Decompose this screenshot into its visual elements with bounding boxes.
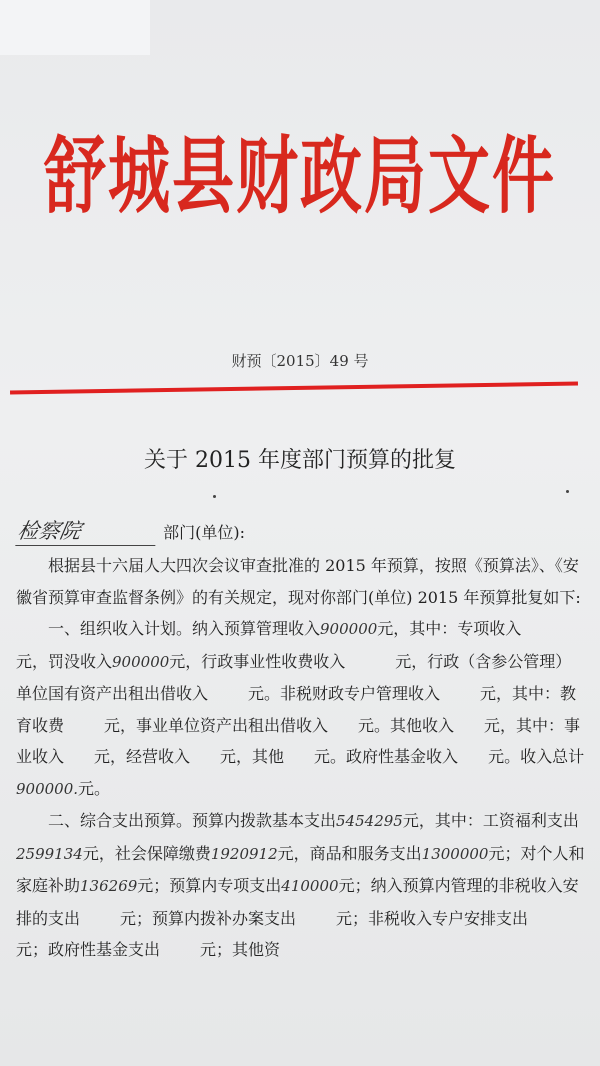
handwritten-amount: 900000. <box>16 779 79 798</box>
text-segment: 元，社会保障缴费 <box>82 843 211 863</box>
handwritten-amount: 2599134 <box>16 844 83 863</box>
text-segment: 一、组织收入计划。纳入预算管理收入 <box>48 619 321 638</box>
text-segment: 元。 <box>78 778 111 798</box>
text-segment: 元，其中：教育收费 <box>16 684 577 735</box>
text-segment: 元。其他收入 <box>358 715 455 735</box>
text-segment: 元；预算内拨补办案支出 <box>120 908 297 928</box>
text-segment: 元；预算内专项支出 <box>137 876 282 895</box>
red-divider-line <box>10 382 578 395</box>
text-segment: 元，其中：工资福利支出 <box>402 811 579 830</box>
text-segment: 元，事业单位资产出租出借收入 <box>104 715 329 735</box>
document-body <box>16 550 586 966</box>
addressee-label: 部门(单位): <box>163 523 245 542</box>
text-segment: 元，商品和服务支出 <box>277 843 422 863</box>
text-segment: 元；政府性基金支出 <box>16 940 161 959</box>
text-segment: 元；纳入预算内管理的非税收入安排的支出 <box>16 876 579 928</box>
dot-mark <box>213 495 216 498</box>
text-segment: 元；对个人和家庭补助 <box>16 843 585 895</box>
text-segment: 元，行政事业性收费收入 <box>169 651 346 671</box>
folded-corner <box>0 0 150 55</box>
dot-mark <box>566 490 569 493</box>
handwritten-amount: 900000 <box>320 620 378 638</box>
handwritten-amount: 1920912 <box>210 844 278 863</box>
addressee-line <box>15 515 245 546</box>
handwritten-amount: 5454295 <box>336 812 403 830</box>
text-segment: 元。政府性基金收入 <box>314 747 459 766</box>
document-title: 关于 2015 年度部门预算的批复 <box>144 448 456 473</box>
text-segment: 元，经营收入 <box>94 747 191 766</box>
handwritten-amount: 136269 <box>80 877 138 895</box>
document-header-title: 舒城县财政局文件 <box>43 126 556 226</box>
text-segment: 元。非税财政专户管理收入 <box>248 684 441 703</box>
paragraph-income-plan <box>16 613 586 805</box>
text-segment: 元。收入总计 <box>488 747 585 766</box>
handwritten-amount: 1300000 <box>421 844 489 863</box>
text-segment: 二、综合支出预算。预算内拨款基本支出 <box>48 811 337 830</box>
paragraph-intro: 根据县十六届人大四次会议审查批准的 2015 年预算，按照《预算法》、《安徽省预算审查监督条例》的有关规定，现对你部门(单位) 2015 年预算批复如下: <box>16 556 581 607</box>
text-segment: 元，行政（含参公管理）单位国有资产出租出借收入 <box>16 651 572 703</box>
paragraph-expenditure <box>16 805 586 966</box>
text-segment: 元；非税收入专户安排支出 <box>336 908 529 928</box>
handwritten-amount: 410000 <box>281 877 339 895</box>
text-segment: 元，其中：事业收入 <box>16 715 581 766</box>
text-segment: 元，罚没收入 <box>16 651 113 671</box>
handwritten-unit-name: 检察院 <box>15 515 160 546</box>
text-segment: 元，其他 <box>220 747 285 766</box>
handwritten-amount: 900000 <box>112 652 170 671</box>
text-segment: 元，其中：专项收入 <box>377 619 522 638</box>
document-number: 财预〔2015〕49 号 <box>231 352 369 370</box>
text-segment: 元；其他资 <box>200 940 281 959</box>
